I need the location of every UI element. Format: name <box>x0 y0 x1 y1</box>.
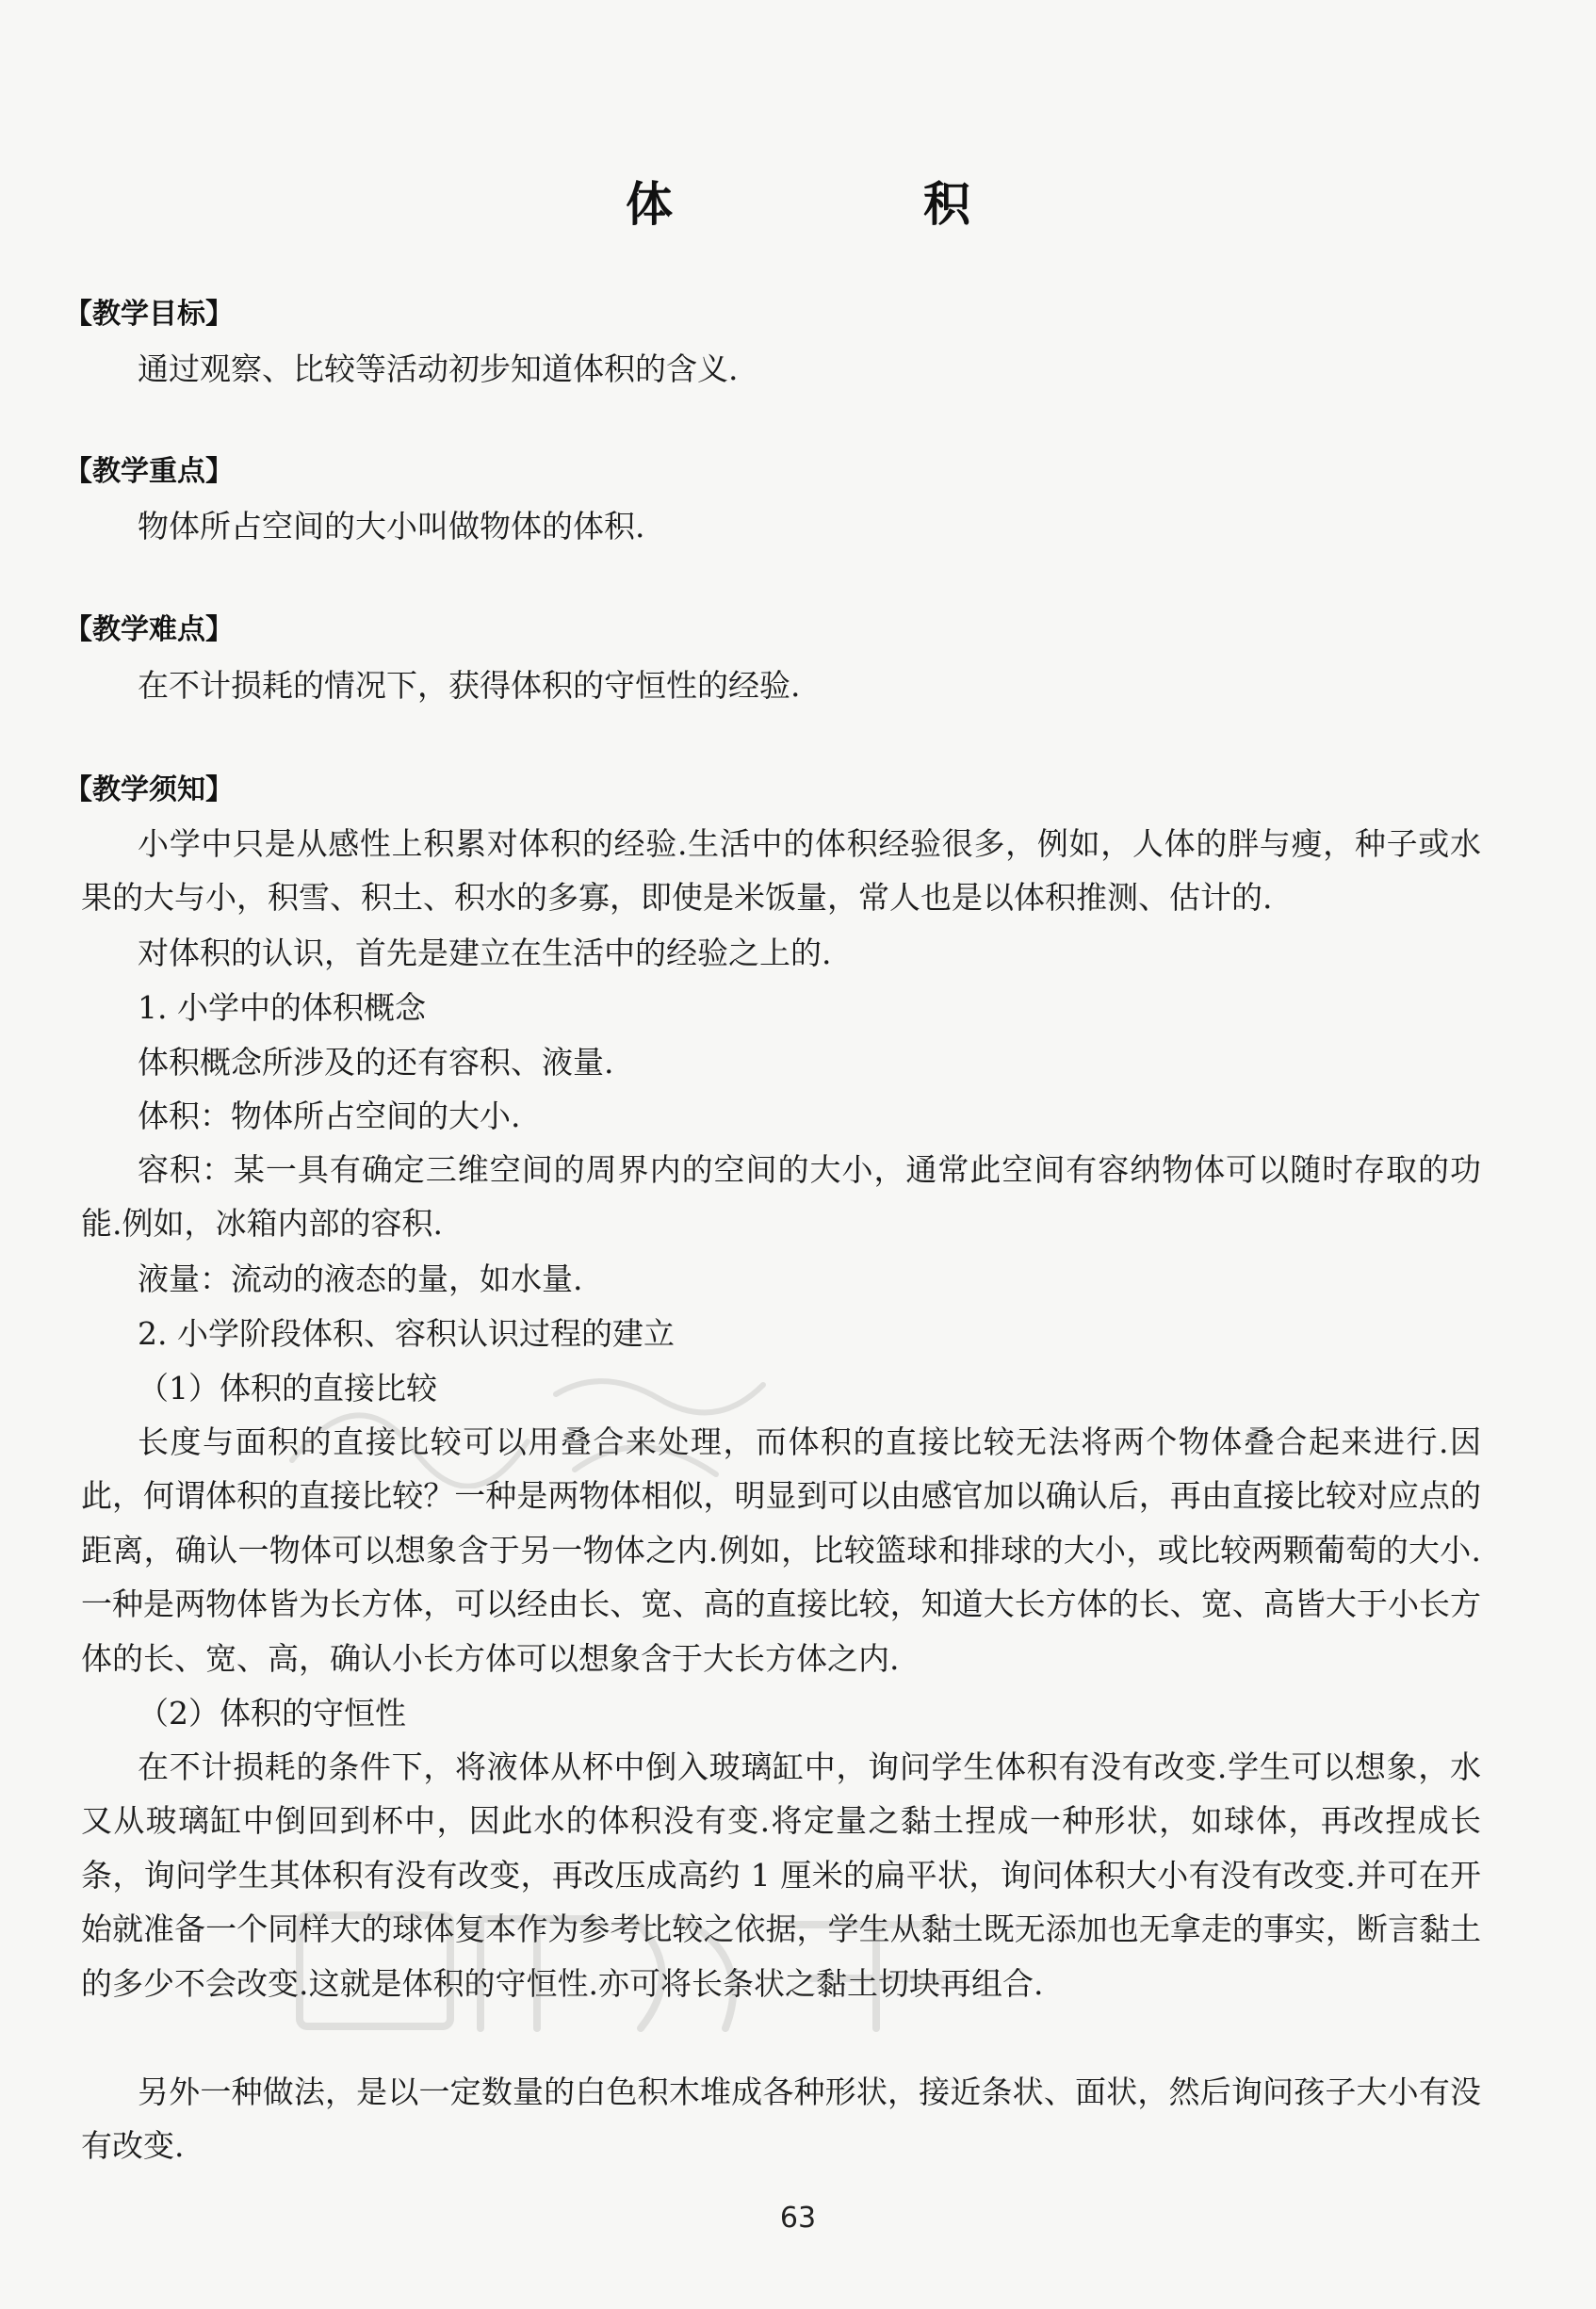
heading-teaching-focus: 【教学重点】 <box>64 455 234 488</box>
paragraph-conservation: 在不计损耗的条件下，将液体从杯中倒入玻璃缸中，询问学生体积有没有改变.学生可以想象，水又从玻璃缸中倒回到杯中，因此水的体积没有变.将定量之黏土捏成一种形状，如球体，再改捏成长条，询问学生其体积有没有改变，再改压成高约 1 厘米的扁平状，询问体积大小有没有改变.并可在开始就准备一个同样大的球体复本作为参考比较之依据，学生从黏土既无添加也无拿走的事实，断言黏土的多少不会改变.这就是体积的守恒性.亦可将长条状之黏土切块再组合. <box>81 1748 1481 2002</box>
line-volume-definition: 体积：物体所占空间的大小. <box>138 1098 521 1134</box>
text-teaching-focus: 物体所占空间的大小叫做物体的体积. <box>138 508 645 545</box>
heading-teaching-goal: 【教学目标】 <box>64 298 234 331</box>
heading-teaching-notes: 【教学须知】 <box>64 773 234 806</box>
page-title: 体 积 <box>626 177 1072 232</box>
paragraph-capacity-definition: 容积：某一具有确定三维空间的周界内的空间的大小，通常此空间有容纳物体可以随时存取的功能.例如，冰箱内部的容积. <box>81 1151 1481 1243</box>
subheading-direct-comparison: （1）体积的直接比较 <box>138 1370 437 1407</box>
paragraph-direct-comparison: 长度与面积的直接比较可以用叠合来处理，而体积的直接比较无法将两个物体叠合起来进行.因此，何谓体积的直接比较？一种是两物体相似，明显到可以由感官加以确认后，再由直接比较对应点的距离，确认一物体可以想象含于另一物体之内.例如，比较篮球和排球的大小，或比较两颗葡萄的大小.一种是两物体皆为长方体，可以经由长、宽、高的直接比较，知道大长方体的长、宽、高皆大于小长方体的长、宽、高，确认小长方体可以想象含于大长方体之内. <box>81 1423 1481 1677</box>
paragraph-notes-2: 对体积的认识，首先是建立在生活中的经验之上的. <box>138 935 832 971</box>
watermark-graphic-large <box>283 1889 989 2049</box>
subheading-volume-concept: 1. 小学中的体积概念 <box>138 989 426 1026</box>
subheading-conservation: （2）体积的守恒性 <box>138 1695 406 1732</box>
line-volume-related: 体积概念所涉及的还有容积、液量. <box>138 1044 614 1081</box>
heading-teaching-difficulty: 【教学难点】 <box>64 613 234 646</box>
text-teaching-goal: 通过观察、比较等活动初步知道体积的含义. <box>138 350 739 387</box>
subheading-learning-process: 2. 小学阶段体积、容积认识过程的建立 <box>138 1315 675 1352</box>
paragraph-alternative-method: 另外一种做法，是以一定数量的白色积木堆成各种形状，接近条状、面状，然后询问孩子大小有没有改变. <box>81 2073 1481 2165</box>
text-teaching-difficulty: 在不计损耗的情况下，获得体积的守恒性的经验. <box>138 667 801 704</box>
paragraph-notes-1: 小学中只是从感性上积累对体积的经验.生活中的体积经验很多，例如，人体的胖与瘦，种子或水果的大与小，积雪、积土、积水的多寡，即使是米饭量，常人也是以体积推测、估计的. <box>81 825 1481 917</box>
page-number: 63 <box>779 2202 817 2235</box>
watermark-graphic <box>273 1357 801 1488</box>
line-liquid-volume: 液量：流动的液态的量，如水量. <box>138 1260 583 1297</box>
